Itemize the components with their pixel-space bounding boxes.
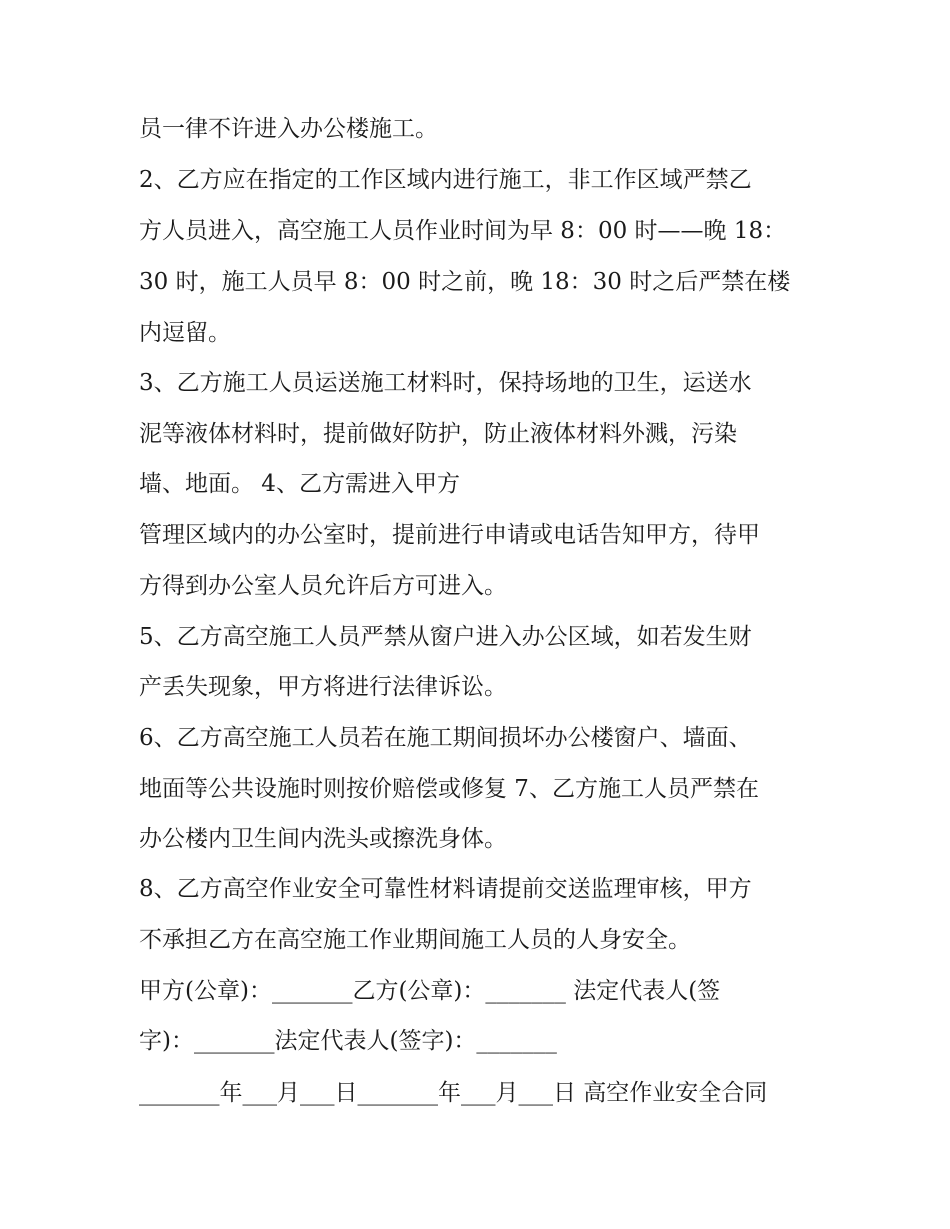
text-line: 内逗留。: [139, 320, 231, 346]
text-line: 甲方(公章)：_______乙方(公章)：_______ 法定代表人(签: [139, 978, 721, 1004]
text-line: 8、乙方高空作业安全可靠性材料请提前交送监理审核，甲方: [139, 876, 752, 902]
text-line: 2、乙方应在指定的工作区域内进行施工，非工作区域严禁乙: [139, 167, 752, 193]
text-line: 5、乙方高空施工人员严禁从窗户进入办公区域，如若发生财: [139, 624, 752, 650]
text-line: 字)：_______法定代表人(签字)：_______: [139, 1028, 557, 1054]
text-line: 方人员进入，高空施工人员作业时间为早 8：00 时——晚 18：: [139, 218, 787, 244]
text-line: 产丢失现象，甲方将进行法律诉讼。: [139, 674, 507, 700]
text-line: 6、乙方高空施工人员若在施工期间损坏办公楼窗户、墙面、: [139, 725, 752, 751]
text-line: 方得到办公室人员允许后方可进入。: [139, 573, 507, 599]
text-line: 墙、地面。 4、乙方需进入甲方: [139, 471, 460, 497]
text-line: 员一律不许进入办公楼施工。: [139, 116, 438, 142]
text-line: 不承担乙方在高空施工作业期间施工人员的人身安全。: [139, 927, 691, 953]
text-line: 办公楼内卫生间内洗头或擦洗身体。: [139, 826, 507, 852]
text-line: 泥等液体材料时，提前做好防护，防止液体材料外溅，污染: [139, 421, 737, 447]
text-line: 30 时，施工人员早 8：00 时之前，晚 18：30 时之后严禁在楼: [139, 269, 791, 295]
text-line: 管理区域内的办公室时，提前进行申请或电话告知甲方，待甲: [139, 522, 760, 548]
text-line: _______年___月___日_______年___月___日 高空作业安全合同: [139, 1080, 768, 1106]
text-line: 3、乙方施工人员运送施工材料时，保持场地的卫生，运送水: [139, 370, 752, 396]
text-line: 地面等公共设施时则按价赔偿或修复 7、乙方施工人员严禁在: [139, 776, 759, 802]
